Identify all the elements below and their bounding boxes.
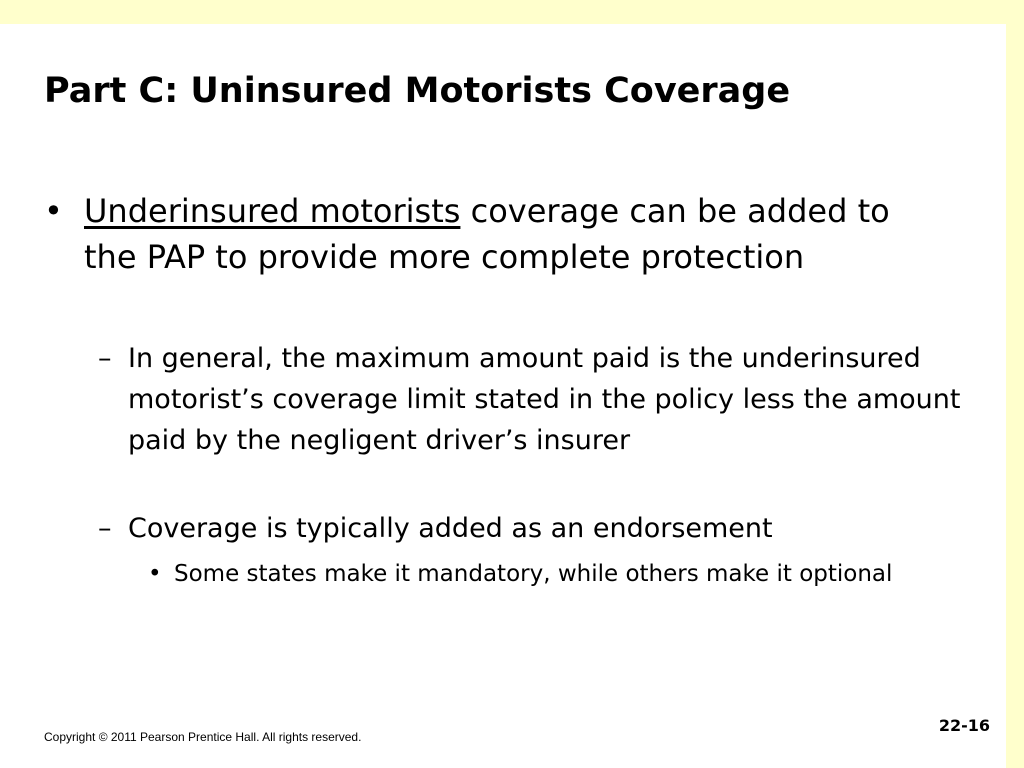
footer-copyright: Copyright © 2011 Pearson Prentice Hall. All rights reserved. — [44, 730, 362, 744]
dash-marker-icon: – — [98, 343, 112, 374]
sub-bullet-text: Coverage is typically added as an endorsement — [128, 513, 773, 544]
sub-sub-bullet-text: Some states make it mandatory, while others make it optional — [174, 561, 893, 587]
sub-bullet-max-amount — [98, 338, 968, 461]
slide-title: Part C: Uninsured Motorists Coverage — [44, 71, 791, 111]
bullet-level-1 — [44, 188, 944, 280]
sub-bullet-text: In general, the maximum amount paid is the underinsured motorist’s coverage limit stated in the policy less the amount paid by the negligent driver’s insurer — [128, 343, 961, 456]
dash-marker-icon: – — [98, 513, 112, 544]
bullet-marker-icon: • — [148, 561, 162, 587]
sub-sub-bullet-mandatory — [148, 558, 974, 591]
underlined-term: Underinsured motorists — [84, 192, 461, 230]
bullet-text: coverage can be added to the PAP to provide more complete protection — [84, 192, 890, 276]
slide-number: 22-16 — [938, 716, 990, 735]
bullet-marker-icon: • — [44, 192, 63, 230]
sub-bullet-endorsement — [98, 508, 968, 549]
